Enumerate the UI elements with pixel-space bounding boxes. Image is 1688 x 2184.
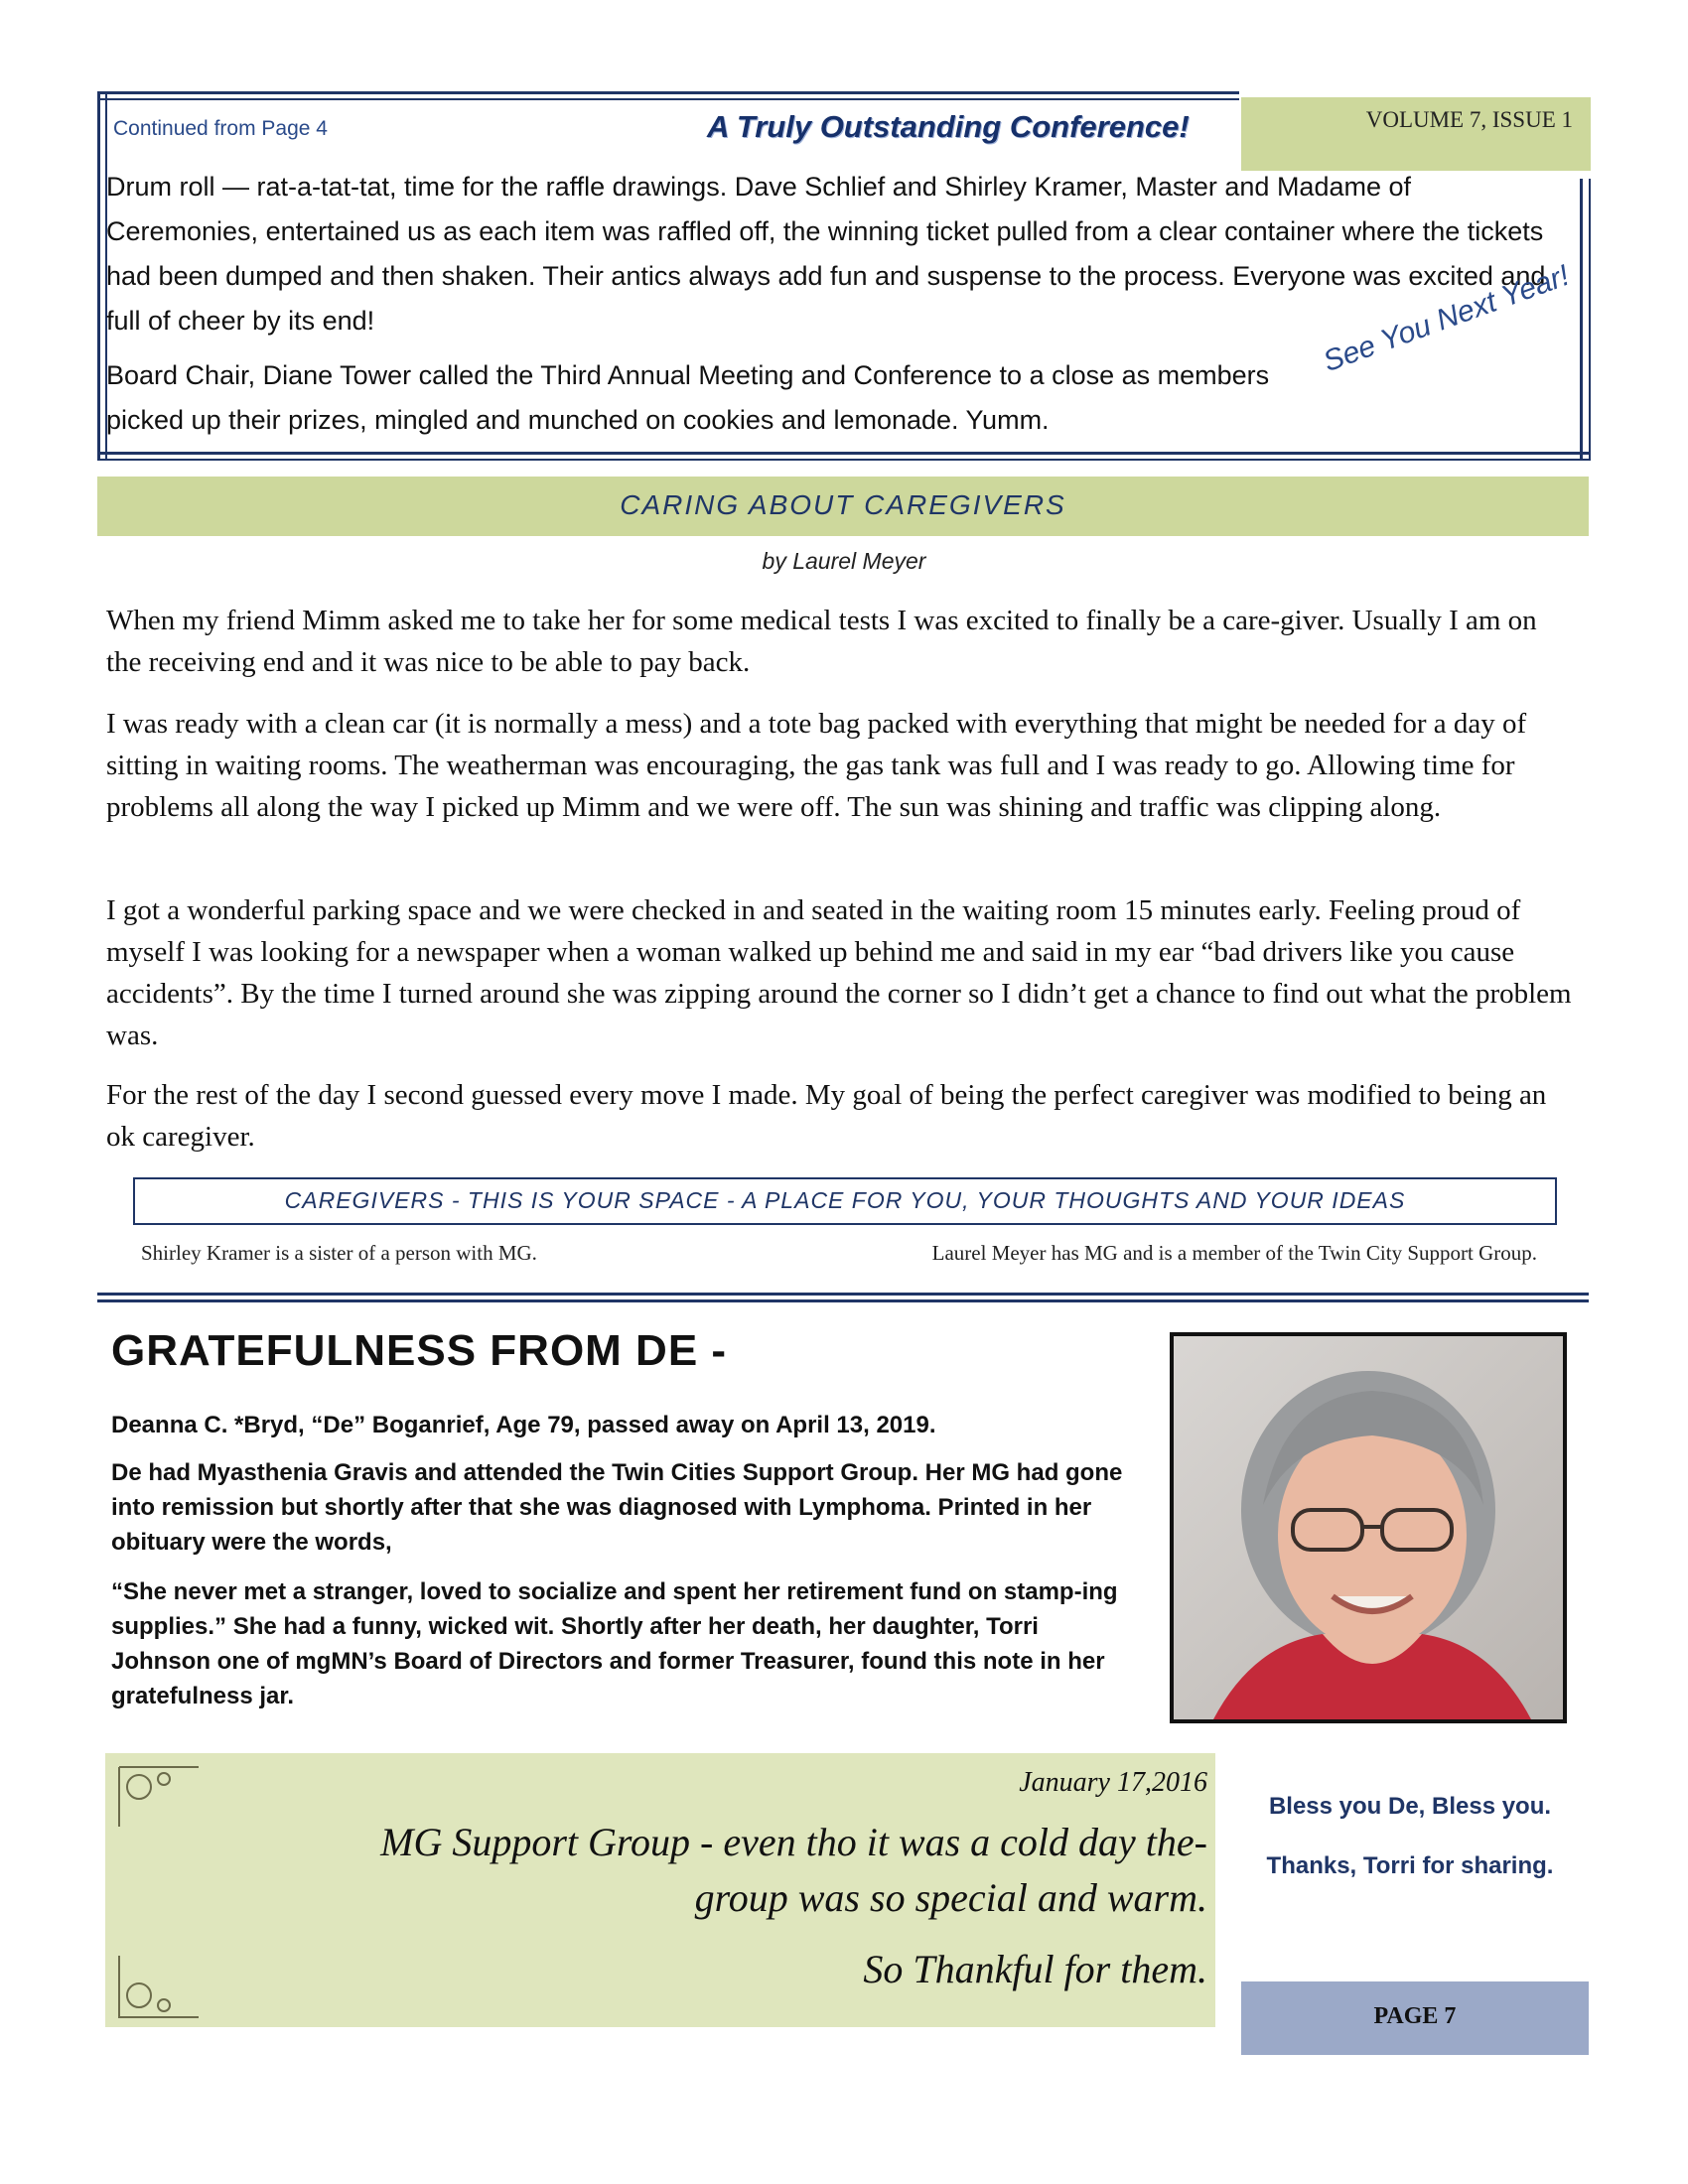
author-note-right: Laurel Meyer has MG and is a member of the Twin City Support Group.	[931, 1241, 1537, 1265]
continued-label: Continued from Page 4	[113, 117, 328, 140]
gratefulness-paragraph: Deanna C. *Bryd, “De” Boganrief, Age 79, passed away on April 13, 2019.	[111, 1412, 936, 1438]
conference-paragraph-1: Drum roll — rat-a-tat-tat, time for the raffle drawings. Dave Schlief and Shirley Kramer, Master and Madame of Ceremonies, entertained us as each item was raffled off, the winning ticket pulled from a clear container where the tickets had been dumped and then shaken. Their antics always add fun and suspense to the process. Everyone was excited and full of cheer by its end!	[106, 172, 1546, 336]
portrait-image	[1174, 1336, 1563, 1719]
section-divider	[97, 1293, 1589, 1296]
page-number: PAGE 7	[1373, 2003, 1457, 2029]
gratefulness-note	[105, 1753, 1215, 2027]
conference-paragraph-2: Board Chair, Diane Tower called the Third Annual Meeting and Conference to a close as members picked up their prizes, mingled and munched on cookies and lemonade. Yumm.	[106, 360, 1270, 435]
caregivers-banner-text: CAREGIVERS - THIS IS YOUR SPACE - A PLACE FOR YOU, YOUR THOUGHTS AND YOUR IDEAS	[284, 1187, 1406, 1213]
article-paragraph: When my friend Mimm asked me to take her for some medical tests I was excited to finally be a care-giver. Usually I am on the receiving end and it was nice to be able to pay back.	[106, 605, 1537, 678]
border-line	[97, 459, 1591, 461]
section-divider	[97, 1299, 1589, 1302]
page-number-box	[1241, 1981, 1589, 2055]
ornament-icon	[109, 1757, 209, 2025]
bless-text: Bless you De, Bless you.	[1268, 1793, 1552, 1820]
article-paragraph: I was ready with a clean car (it is normally a mess) and a tote bag packed with everything that might be needed for a day of sitting in waiting rooms. The weatherman was encouraging, the gas tank was full and I was ready to go. Allowing time for problems all along the way I picked up Mimm and we were off. The sun was shining and traffic was clipping along.	[106, 708, 1527, 823]
thanks-text: Thanks, Torri for sharing.	[1266, 1852, 1554, 1879]
volume-badge	[1241, 97, 1591, 171]
border-line	[1589, 179, 1591, 461]
caregivers-banner	[133, 1177, 1557, 1225]
note-line: So Thankful for them.	[863, 1947, 1207, 1991]
section-heading: CARING ABOUT CAREGIVERS	[620, 489, 1066, 520]
portrait-photo	[1170, 1332, 1567, 1723]
border-line	[97, 91, 100, 461]
article-paragraph: I got a wonderful parking space and we were checked in and seated in the waiting room 15 minutes early. Feeling proud of myself I was looking for a newspaper when a woman walked up behind me and said in my ear “bad drivers like you cause accidents”. By the time I turned around she was zipping around the corner so I didn’t get a chance to find out what the problem was.	[106, 894, 1572, 1051]
article-paragraph: For the rest of the day I second guessed every move I made. My goal of being the perfect caregiver was modified to being an ok caregiver.	[106, 1079, 1547, 1153]
note-line: group was so special and warm.	[694, 1875, 1207, 1920]
border-line	[97, 452, 1591, 455]
border-line	[97, 98, 1239, 100]
border-line	[97, 91, 1239, 94]
note-date: January 17,2016	[1019, 1767, 1207, 1798]
see-you-next-year: See You Next Year!	[1319, 258, 1574, 379]
note-line: MG Support Group - even tho it was a cold day the-	[380, 1820, 1207, 1864]
author-note-left: Shirley Kramer is a sister of a person with MG.	[141, 1241, 537, 1265]
gratefulness-title: GRATEFULNESS FROM DE -	[111, 1326, 728, 1375]
gratefulness-paragraph: De had Myasthenia Gravis and attended the Twin Cities Support Group. Her MG had gone into remission but shortly after that she was diagnosed with Lymphoma. Printed in her obituary were the words,	[111, 1459, 1123, 1556]
conference-title: A Truly Outstanding Conference!	[707, 109, 1190, 144]
gratefulness-paragraph: “She never met a stranger, loved to socialize and spent her retirement fund on stamp-ing supplies.” She had a funny, wicked wit. Shortly after her death, her daughter, Torri Johnson one of mgMN’s Board of Directors and former Treasurer, found this note in her gratefulness jar.	[111, 1578, 1118, 1709]
volume-label: VOLUME 7, ISSUE 1	[1365, 107, 1573, 132]
border-line	[1580, 179, 1583, 461]
byline: by Laurel Meyer	[762, 548, 926, 574]
section-banner	[97, 477, 1589, 536]
